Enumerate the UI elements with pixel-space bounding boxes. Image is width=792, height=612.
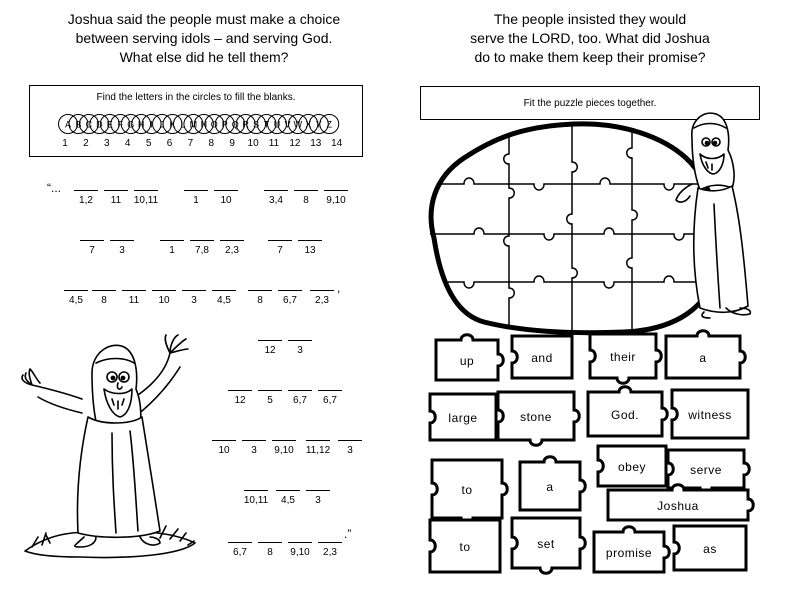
blank-clue-number: 6,7 [323, 395, 337, 406]
letter-e: E [106, 119, 113, 130]
letter-b: B [75, 119, 82, 130]
letter-key-number: 1 [62, 138, 68, 149]
letter-r: R [242, 119, 249, 130]
puzzle-piece-to[interactable] [430, 520, 500, 572]
letter-v: V [284, 119, 291, 130]
blank-clue-number: 10,11 [133, 195, 159, 206]
letter-o: O [210, 119, 218, 130]
blank-clue-number: 5 [267, 395, 273, 406]
puzzle-piece-witness[interactable] [672, 390, 748, 438]
puzzle-piece-word: as [703, 542, 717, 556]
puzzle-piece-word: a [546, 480, 554, 494]
blank-clue-number: 9,10 [290, 547, 310, 558]
letter-m: M [189, 119, 198, 130]
puzzle-piece-joshua[interactable] [608, 485, 753, 520]
right-question-line-2: serve the LORD, too. What did Joshua [470, 30, 710, 46]
letter-w: W [293, 119, 303, 130]
blank-clue-number: 3 [347, 445, 353, 456]
letter-a: A [64, 119, 72, 130]
letter-z: Z [326, 119, 332, 130]
letter-key-number: 13 [310, 138, 322, 149]
blank-clue-number: 9,10 [274, 445, 294, 456]
blank-clue-number: 10,11 [243, 495, 269, 506]
puzzle-piece-word: and [531, 351, 553, 365]
blank-clue-number: 1,2 [79, 195, 93, 206]
puzzle-piece-large[interactable] [430, 394, 496, 440]
blank-clue-number: 3 [297, 345, 303, 356]
letter-key-number: 6 [166, 138, 173, 149]
letter-key-number: 14 [331, 138, 343, 149]
puzzle-piece-set[interactable] [512, 518, 585, 573]
puzzle-piece-their[interactable] [590, 334, 661, 383]
blank-clue-number: 12 [234, 395, 246, 406]
blank-clue-number: 10 [220, 195, 232, 206]
puzzle-piece-word: their [610, 350, 636, 364]
puzzle-piece-word: stone [520, 410, 552, 424]
blank-clue-number: 2,3 [323, 547, 337, 558]
letter-key-number: 5 [145, 138, 152, 149]
blank-clue-number: 12 [264, 345, 276, 356]
blank-clue-number: 8 [303, 195, 309, 206]
puzzle-piece-word: Joshua [657, 499, 699, 513]
blank-clue-number: 3 [251, 445, 257, 456]
puzzle-piece-word: to [459, 540, 471, 554]
letter-key-instruction: Find the letters in the circles to fill the blanks. [96, 92, 296, 103]
blank-clue-number: 3,4 [269, 195, 283, 206]
open-quote: “... [47, 181, 61, 195]
puzzle-piece-word: a [699, 351, 707, 365]
blank-clue-number: 4,5 [69, 295, 83, 306]
blank-clue-number: 6,7 [293, 395, 307, 406]
blank-clue-number: 11 [128, 295, 140, 306]
blank-clue-number: 3 [315, 495, 321, 506]
puzzle-piece-as[interactable] [674, 526, 746, 570]
blank-clue-number: 4,5 [217, 295, 231, 306]
blank-clue-number: 8 [267, 547, 273, 558]
puzzle-piece-word: large [448, 411, 478, 425]
blank-clue-number: 8 [101, 295, 107, 306]
blank-clue-number: 2,3 [315, 295, 329, 306]
blank-clue-number: 8 [257, 295, 263, 306]
blank-clue-number: 11 [110, 195, 122, 206]
puzzle-piece-up[interactable] [436, 335, 503, 380]
blank-clue-number: 1 [169, 245, 175, 256]
letter-f: F [117, 119, 123, 130]
right-question-line-3: do to make them keep their promise? [474, 49, 706, 65]
left-question-line-1: Joshua said the people must make a choice [67, 11, 341, 27]
letter-t: T [263, 119, 270, 130]
letter-key-number: 4 [124, 138, 131, 149]
letter-s: S [253, 119, 260, 130]
blank-clue-number: 7 [89, 245, 95, 256]
puzzle-piece-promise[interactable] [594, 527, 669, 572]
letter-c: C [85, 119, 93, 130]
puzzle-piece-word: to [461, 483, 473, 497]
blank-clue-number: 2,3 [225, 245, 239, 256]
blank-clue-number: 13 [304, 245, 316, 256]
left-question-line-3: What else did he tell them? [119, 49, 289, 65]
puzzle-piece-and[interactable] [512, 336, 572, 378]
blank-clue-number: 11,12 [305, 445, 331, 456]
puzzle-piece-word: obey [617, 460, 647, 474]
puzzle-piece-word: witness [688, 408, 732, 422]
blank-clue-number: 1 [193, 195, 199, 206]
puzzle-piece-word: serve [690, 463, 722, 477]
letter-k: K [169, 119, 176, 130]
blank-clue-number: 6,7 [283, 295, 297, 306]
blank-clue-number: 3 [191, 295, 197, 306]
puzzle-piece-stone[interactable] [498, 392, 579, 445]
puzzle-piece-god[interactable] [588, 387, 667, 436]
letter-g: G [127, 119, 135, 130]
letter-key-number: 10 [247, 138, 259, 149]
letter-h: H [137, 119, 145, 130]
puzzle-piece-word: God. [610, 408, 640, 422]
letter-y: Y [315, 119, 322, 130]
puzzle-piece-word: promise [605, 546, 653, 560]
letter-key-number: 2 [83, 138, 89, 149]
letter-x: X [305, 119, 312, 130]
blank-clue-number: 3 [119, 245, 125, 256]
blank-clue-number: 10 [218, 445, 230, 456]
blank-clue-number: 6,7 [233, 547, 247, 558]
letter-key-number: 7 [187, 138, 194, 149]
letter-d: D [96, 119, 103, 130]
puzzle-instruction: Fit the puzzle pieces together. [523, 98, 657, 109]
comma: , [337, 281, 341, 295]
letter-key-number: 9 [229, 138, 235, 149]
puzzle-piece-a[interactable] [666, 331, 745, 378]
letter-u: U [273, 119, 281, 130]
letter-i: I [150, 119, 153, 130]
letter-key-number: 11 [268, 138, 280, 149]
letter-key-number: 3 [104, 138, 110, 149]
blank-clue-number: 7 [277, 245, 283, 256]
puzzle-piece-word: up [459, 354, 475, 368]
blank-clue-number: 9,10 [326, 195, 346, 206]
close-quote: .” [344, 527, 352, 541]
blank-clue-number: 7,8 [195, 245, 209, 256]
letter-l: L [180, 119, 186, 130]
left-question-line-2: between serving idols – and serving God. [75, 30, 333, 46]
letter-q: Q [231, 119, 239, 130]
puzzle-piece-obey[interactable] [598, 446, 666, 486]
puzzle-piece-to[interactable] [432, 460, 507, 523]
letter-key-number: 12 [289, 138, 301, 149]
right-question-line-1: The people insisted they would [493, 11, 687, 27]
letter-p: P [221, 119, 228, 130]
letter-n: N [200, 119, 208, 130]
letter-key-number: 8 [208, 138, 215, 149]
letter-j: J [159, 119, 165, 130]
puzzle-piece-a[interactable] [520, 457, 585, 510]
puzzle-piece-word: set [537, 537, 555, 551]
blank-clue-number: 4,5 [281, 495, 295, 506]
blank-clue-number: 10 [158, 295, 170, 306]
